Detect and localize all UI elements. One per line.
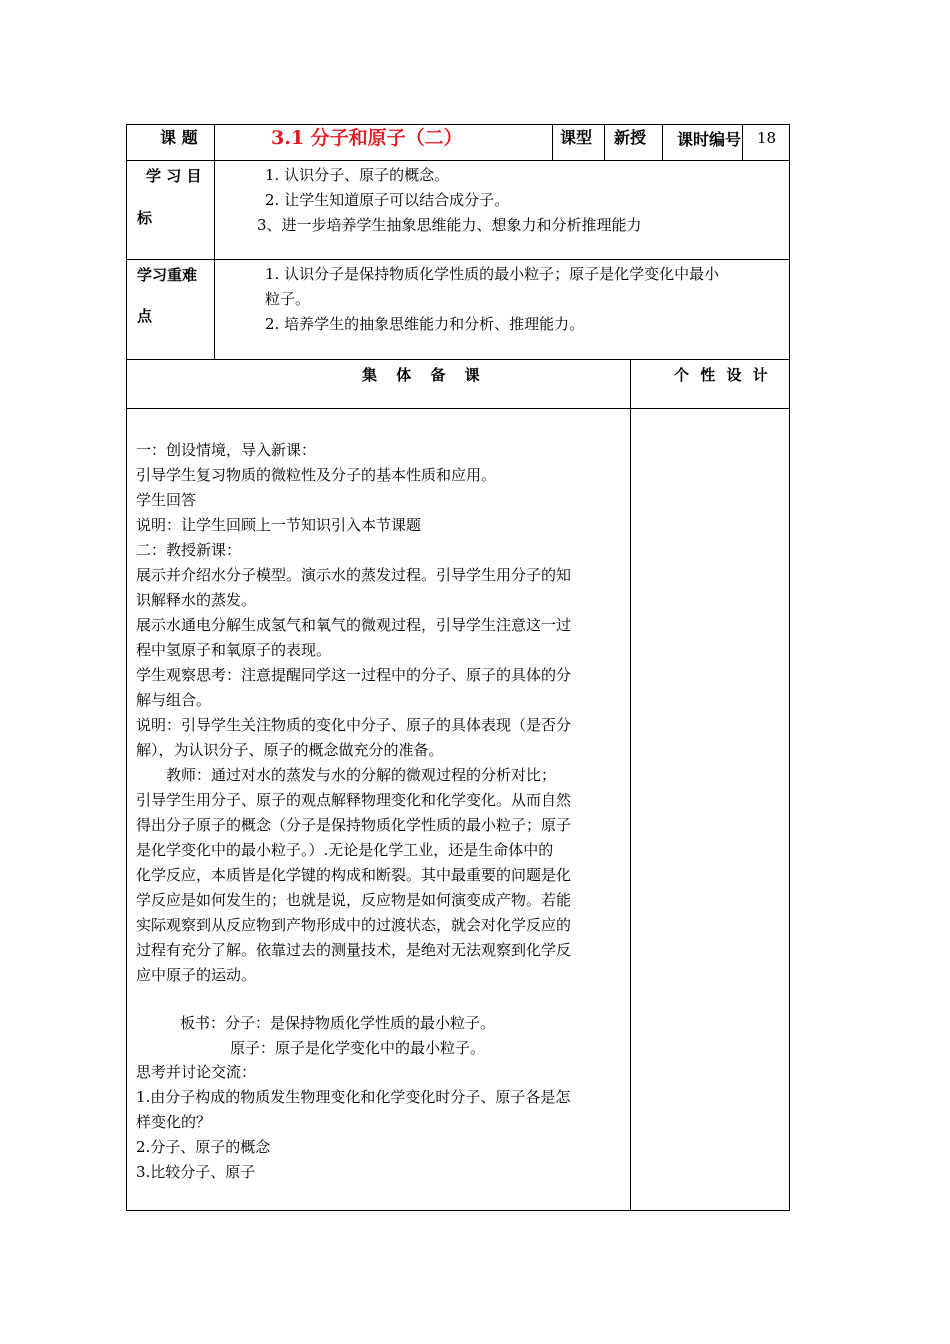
body-line: 化学反应，本质皆是化学键的构成和断裂。其中最重要的问题是化: [136, 866, 572, 884]
keypoints-label-line1: 学习重难: [137, 266, 198, 284]
col-divider: [630, 359, 631, 1211]
body-line: 3.比较分子、原子: [136, 1163, 256, 1181]
row-divider: [126, 160, 790, 161]
objective-item: 3、进一步培养学生抽象思维能力、想象力和分析推理能力: [257, 216, 642, 234]
col-divider: [662, 124, 663, 160]
table-border-bottom: [126, 1210, 790, 1211]
keypoint-line: 2. 培养学生的抽象思维能力和分析、推理能力。: [265, 315, 585, 333]
body-line: 解），为认识分子、原子的概念做充分的准备。: [136, 741, 444, 759]
body-line: 引导学生复习物质的微粒性及分子的基本性质和应用。: [136, 466, 497, 484]
body-line: 样变化的？: [136, 1113, 212, 1131]
body-line: 1.由分子构成的物质发生物理变化和化学变化时分子、原子各是怎: [136, 1088, 571, 1106]
table-border-left: [126, 124, 127, 1211]
body-line: 展示水通电分解生成氢气和氧气的微观过程，引导学生注意这一过: [136, 616, 572, 634]
keypoint-line: 粒子。: [265, 290, 311, 308]
body-line: 程中氢原子和氧原子的表现。: [136, 641, 332, 659]
body-line: 二：教授新课：: [136, 541, 242, 559]
keypoints-label-line2: 点: [137, 307, 153, 325]
board-note-line2: 原子：原子是化学变化中的最小粒子。: [230, 1039, 486, 1057]
body-line: 识解释水的蒸发。: [136, 591, 257, 609]
row-divider: [126, 259, 790, 260]
table-border-right: [789, 124, 790, 1211]
number-label: 课时编号: [677, 130, 742, 149]
body-line: 解与组合。: [136, 691, 212, 709]
title-label: 课 题: [160, 128, 198, 147]
col-divider: [214, 124, 215, 359]
body-line: 学反应是如何发生的；也就是说，反应物是如何演变成产物。若能: [136, 891, 572, 909]
lesson-title: 3.1 分子和原子（二）: [271, 127, 463, 149]
body-line: 说明：让学生回顾上一节知识引入本节课题: [136, 516, 422, 534]
type-label: 课型: [560, 128, 593, 147]
number-value: 18: [757, 129, 777, 147]
collective-prep-header: 集 体 备 课: [362, 366, 480, 384]
type-value: 新授: [614, 128, 647, 147]
board-note-line1: 板书：分子：是保持物质化学性质的最小粒子。: [180, 1014, 496, 1032]
body-line: 说明：引导学生关注物质的变化中分子、原子的具体表现（是否分: [136, 716, 572, 734]
body-line: 引导学生用分子、原子的观点解释物理变化和化学变化。从而自然: [136, 791, 572, 809]
objective-item: 1. 认识分子、原子的概念。: [265, 166, 450, 184]
row-divider: [126, 408, 790, 409]
lesson-body-block1: [136, 438, 622, 988]
lesson-body-block2: [136, 1060, 622, 1185]
number-label-cell: [664, 125, 742, 160]
body-line: 2.分子、原子的概念: [136, 1138, 271, 1156]
personal-design-header: 个 性 设 计: [674, 366, 768, 384]
body-line: 得出分子原子的概念（分子是保持物质化学性质的最小粒子；原子: [136, 816, 572, 834]
body-line: 实际观察到从反应物到产物形成中的过渡状态，就会对化学反应的: [136, 916, 572, 934]
body-line: 展示并介绍水分子模型。演示水的蒸发过程。引导学生用分子的知: [136, 566, 572, 584]
col-divider: [742, 124, 743, 160]
objectives-label-line2: 标: [137, 209, 153, 227]
col-divider: [604, 124, 605, 160]
body-line: 是化学变化中的最小粒子。）.无论是化学工业，还是生命体中的: [136, 841, 554, 859]
body-line: 思考并讨论交流：: [136, 1063, 257, 1081]
row-divider: [126, 359, 790, 360]
objective-item: 2. 让学生知道原子可以结合成分子。: [265, 191, 510, 209]
keypoint-line: 1. 认识分子是保持物质化学性质的最小粒子；原子是化学变化中最小: [265, 265, 720, 283]
col-divider: [552, 124, 553, 160]
body-line: 学生回答: [136, 491, 197, 509]
body-line: 应中原子的运动。: [136, 966, 257, 984]
body-line: 过程有充分了解。依靠过去的测量技术，是绝对无法观察到化学反: [136, 941, 572, 959]
body-line: 一：创设情境，导入新课：: [136, 441, 317, 459]
body-line: 教师：通过对水的蒸发与水的分解的微观过程的分析对比；: [136, 766, 557, 784]
objectives-label-line1: 学 习 目: [146, 167, 202, 185]
body-line: 学生观察思考：注意提醒同学这一过程中的分子、原子的具体的分: [136, 666, 572, 684]
